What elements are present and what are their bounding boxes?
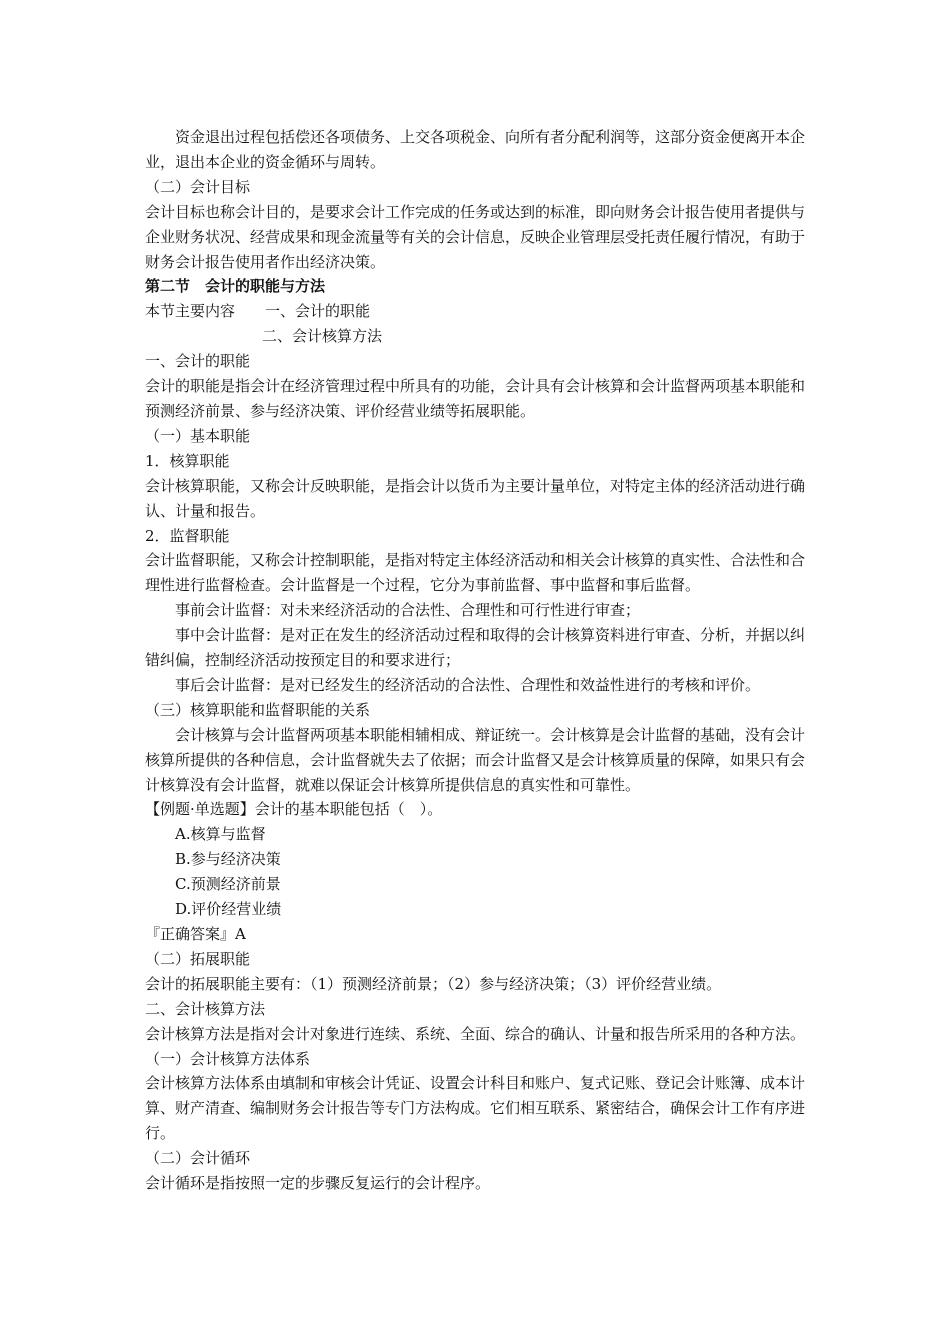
paragraph-method-system: 会计核算方法体系由填制和审核会计凭证、设置会计科目和账户、复式记账、登记会计账簿、成本计算、财产清查、编制财务会计报告等专门方法构成。它们相互联系、紧密结合，确保会计工作有序进行。 xyxy=(145,1074,806,1143)
example-question: 【例题·单选题】会计的基本职能包括（ ）。 xyxy=(145,800,443,819)
option-d: D.评价经营业绩 xyxy=(175,900,282,919)
paragraph-accounting-function: 会计核算职能，又称会计反映职能，是指会计以货币为主要计量单位，对特定主体的经济活动进行确认、计量和报告。 xyxy=(145,476,806,520)
heading-relationship: （三）核算职能和监督职能的关系 xyxy=(145,700,371,719)
paragraph-supervision-function: 会计监督职能，又称会计控制职能，是指对特定主体经济活动和相关会计核算的真实性、合法性和合理性进行监督检查。会计监督是一个过程，它分为事前监督、事中监督和事后监督。 xyxy=(145,551,806,595)
heading-extended-functions: （二）拓展职能 xyxy=(145,949,251,968)
toc-item-1: 一、会计的职能 xyxy=(265,302,371,321)
heading-accounting-goal: （二）会计目标 xyxy=(145,177,251,196)
option-b: B.参与经济决策 xyxy=(175,850,281,869)
correct-answer: 『正确答案』A xyxy=(145,925,246,943)
document-page xyxy=(145,125,817,1196)
heading-accounting-methods: 二、会计核算方法 xyxy=(145,999,266,1018)
heading-supervision-function: 2．监督职能 xyxy=(145,526,230,545)
heading-functions: 一、会计的职能 xyxy=(145,352,251,371)
paragraph-mid-supervision: 事中会计监督：是对正在发生的经济活动过程和取得的会计核算资料进行审查、分析，并据以纠错纠偏，控制经济活动按预定目的和要求进行； xyxy=(145,626,806,670)
heading-method-system: （一）会计核算方法体系 xyxy=(145,1049,311,1068)
section-title: 第二节 会计的职能与方法 xyxy=(145,277,326,296)
paragraph-accounting-cycle: 会计循环是指按照一定的步骤反复运行的会计程序。 xyxy=(145,1174,491,1193)
heading-accounting-cycle: （二）会计循环 xyxy=(145,1149,251,1168)
paragraph-accounting-methods: 会计核算方法是指对会计对象进行连续、系统、全面、综合的确认、计量和报告所采用的各种方法。 xyxy=(145,1024,806,1043)
toc-label: 本节主要内容 xyxy=(145,302,236,321)
option-a: A.核算与监督 xyxy=(175,825,266,844)
paragraph-accounting-goal: 会计目标也称会计目的，是要求会计工作完成的任务或达到的标准，即向财务会计报告使用者提供与企业财务状况、经营成果和现金流量等有关的会计信息，反映企业管理层受托责任履行情况，有助于财务会计报告使用者作出经济决策。 xyxy=(145,202,806,271)
paragraph-pre-supervision: 事前会计监督：对未来经济活动的合法性、合理性和可行性进行审查； xyxy=(175,601,641,620)
toc-item-2: 二、会计核算方法 xyxy=(262,327,383,346)
paragraph-extended-functions: 会计的拓展职能主要有：（1）预测经济前景；（2）参与经济决策；（3）评价经营业绩。 xyxy=(145,974,722,993)
option-c: C.预测经济前景 xyxy=(175,875,281,894)
paragraph-post-supervision: 事后会计监督：是对已经发生的经济活动的合法性、合理性和效益性进行的考核和评价。 xyxy=(175,675,761,694)
toc-line-1 xyxy=(145,299,817,324)
heading-accounting-function: 1．核算职能 xyxy=(145,451,230,470)
paragraph-capital-exit: 资金退出过程包括偿还各项债务、上交各项税金、向所有者分配利润等，这部分资金便离开本企业，退出本企业的资金循环与周转。 xyxy=(145,128,806,171)
heading-basic-functions: （一）基本职能 xyxy=(145,426,251,445)
paragraph-functions: 会计的职能是指会计在经济管理过程中所具有的功能，会计具有会计核算和会计监督两项基本职能和预测经济前景、参与经济决策、评价经营业绩等拓展职能。 xyxy=(145,377,806,420)
paragraph-relationship: 会计核算与会计监督两项基本职能相辅相成、辩证统一。会计核算是会计监督的基础，没有会计核算所提供的各种信息，会计监督就失去了依据；而会计监督又是会计核算质量的保障，如果只有会计核算没有会计监督，就难以保证会计核算所提供信息的真实性和可靠性。 xyxy=(145,725,806,794)
